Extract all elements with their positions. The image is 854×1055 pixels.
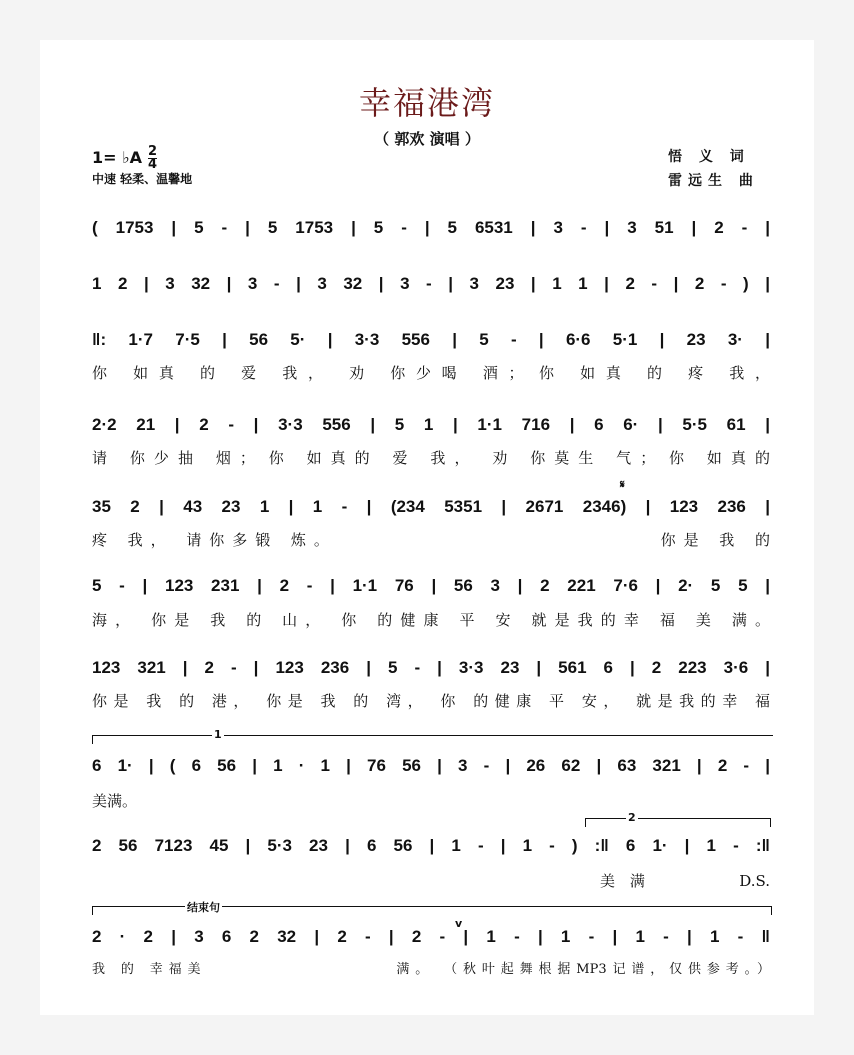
lyrics-line-6: 海， 你是 我 的 山， 你 的健康 平 安 就是我的幸 福 美 满。 <box>92 611 770 629</box>
lyrics-line-5: 疼 我， 请你多锻 炼。 你是 我 的 <box>92 531 770 549</box>
notation-line-4: 2·2 21 | 2 - | 3·3 556 | 5 1 | 1·1 716 | 6 6· | 5·5 61 | <box>92 415 770 434</box>
notation-line-2: 1 2 | 3 32 | 3 - | 3 32 | 3 - | 3 23 | 1 1 | 2 - | 2 - ) | <box>92 274 770 293</box>
volta-1-label: 1 <box>214 728 222 741</box>
volta-2-label: 2 <box>628 811 636 824</box>
volta-1-bracket <box>92 735 773 744</box>
notation-line-10: 2 · 2 | 3 6 2 32 | 2 - | 2 - | 1 - | 1 - | 1 - | 1 - ‖ <box>92 927 770 946</box>
key: 1= ♭A <box>92 148 143 167</box>
time-denominator: 4 <box>148 157 158 172</box>
notation-line-6: 5 - | 123 231 | 2 - | 1·1 76 | 56 3 | 2 221 7·6 | 2· 5 5 | <box>92 576 770 595</box>
time-signature <box>148 146 157 171</box>
singer-credit: （ 郭欢 演唱 ） <box>374 130 480 148</box>
notation-line-5: 35 2 | 43 23 1 | 1 - | (234 5351 | 2671 2346) | 123 236 | <box>92 497 770 516</box>
time-numerator: 2 <box>148 144 158 159</box>
notation-line-9: 2 56 7123 45 | 5·3 23 | 6 56 | 1 - | 1 - ) :‖ 6 1· | 1 - :‖ <box>92 836 770 855</box>
ending-label: 结束句 <box>187 901 220 914</box>
notation-line-8: 6 1· | ( 6 56 | 1 · 1 | 76 56 | 3 - | 26 62 | 63 321 | 2 - | <box>92 756 770 775</box>
lyrics-line-7: 你是 我 的 港， 你是 我 的 湾， 你 的健康 平 安， 就是我的幸 福 <box>92 692 770 710</box>
lyrics-line-8: 美满。 <box>92 792 138 810</box>
key-signature <box>92 146 157 171</box>
lyrics-line-10: 我 的 幸福美 满。 （秋叶起舞根据MP3记谱，仅供参考。） <box>92 962 770 977</box>
lyrics-line-9: 美满 D.S. <box>600 872 770 890</box>
composer-credit: 雷远生 曲 <box>668 173 759 189</box>
lyrics-line-4: 请 你少抽 烟； 你 如真的 爱 我， 劝 你莫生 气； 你 如真的 <box>92 449 770 467</box>
volta-2-bracket <box>585 818 771 827</box>
lyrics-line-3: 你 如真 的 爱 我， 劝 你少喝 酒； 你 如真 的 疼 我， <box>92 364 770 382</box>
breath-mark: v <box>455 917 463 930</box>
notation-line-3: ‖: 1·7 7·5 | 56 5· | 3·3 556 | 5 - | 6·6 5·1 | 23 3· | <box>92 330 770 349</box>
notation-line-7: 123 321 | 2 - | 123 236 | 5 - | 3·3 23 | 561 6 | 2 223 3·6 | <box>92 658 770 677</box>
lyricist-credit: 悟 义 词 <box>668 149 750 165</box>
segno-sign: 𝄋 <box>620 478 625 491</box>
song-title: 幸福港湾 <box>358 84 495 122</box>
notation-line-1: ( 1753 | 5 - | 5 1753 | 5 - | 5 6531 | 3 - | 3 51 | 2 - | <box>92 218 770 237</box>
tempo-marking: 中速 轻柔、温馨地 <box>92 172 193 186</box>
